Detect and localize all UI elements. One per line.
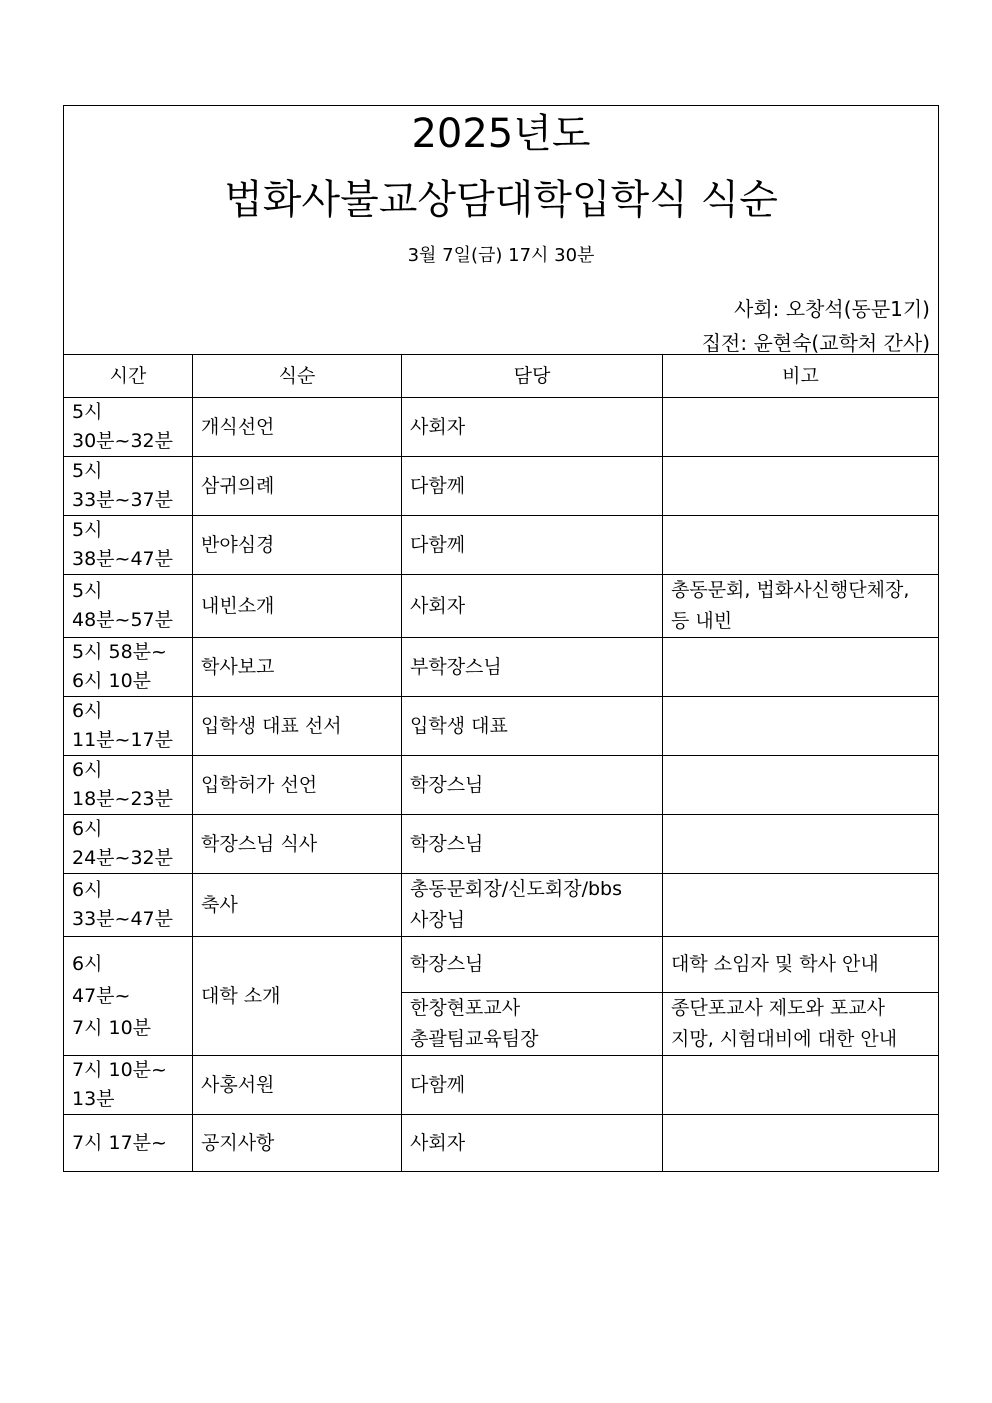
item-cell: 입학생 대표 선서 [193,697,402,756]
time-cell-line: 6시 [72,759,103,781]
time-cell-line: 5시 58분~ [72,641,167,663]
person-cell-line: 학장스님 [410,953,484,975]
note-cell [663,575,939,638]
note-cell-line: 등 내빈 [671,610,733,632]
person-cell [402,457,663,516]
time-cell [64,398,193,457]
time-cell-line: 7시 10분~ [72,1059,167,1081]
table-row [64,1115,939,1172]
note-cell-line: 종단포교사 제도와 포교사 [671,997,885,1019]
time-cell-line: 5시 [72,580,103,602]
time-cell-line: 38분~47분 [72,548,173,570]
ceremony-date: 3월 7일(금) 17시 30분 [407,245,595,266]
note-cell [663,937,939,993]
time-cell-line: 13분 [72,1088,115,1110]
table-row-intro [64,937,939,993]
time-cell-line: 6시 [72,953,103,975]
time-cell-line: 47분~ [72,985,131,1007]
person-cell [402,874,663,937]
presider-info: 집전: 윤현숙(교학처 간사) [701,331,930,355]
column-header-row [64,355,939,398]
person-cell-line: 사회자 [410,1131,466,1154]
time-cell-line: 18분~23분 [72,788,173,810]
note-cell-line: 총동문회, 법화사신행단체장, [671,579,910,601]
note-cell [663,874,939,937]
note-cell [663,815,939,874]
item-cell: 축사 [193,874,402,937]
person-cell [402,697,663,756]
time-cell-line: 6시 [72,700,103,722]
table-row [64,815,939,874]
note-cell [663,756,939,815]
table-row [64,516,939,575]
time-cell [64,516,193,575]
document-page [63,105,938,1172]
time-cell-line: 5시 [72,519,103,541]
time-cell [64,697,193,756]
item-cell: 반야심경 [193,516,402,575]
time-cell [64,457,193,516]
note-cell [663,516,939,575]
table-row [64,1056,939,1115]
time-cell-line: 33분~37분 [72,489,173,511]
person-cell [402,1115,663,1172]
time-cell-line: 6시 [72,879,103,901]
time-cell [64,575,193,638]
staff-info [702,292,930,360]
person-cell [402,575,663,638]
table-row [64,398,939,457]
header-row [64,106,939,355]
mc-info: 사회: 오창석(동문1기) [734,297,930,321]
person-cell [402,756,663,815]
note-cell [663,638,939,697]
note-cell-line: 지망, 시험대비에 대한 안내 [671,1028,898,1050]
table-row [64,638,939,697]
item-cell: 학사보고 [193,638,402,697]
person-cell-line: 다함께 [410,533,466,556]
item-cell: 개식선언 [193,398,402,457]
year-title: 2025년도 [411,111,591,157]
column-header-person: 담당 [402,355,663,398]
table-row [64,874,939,937]
note-cell [663,457,939,516]
table-row [64,697,939,756]
main-title: 법화사불교상담대학입학식 식순 [224,177,778,223]
person-cell [402,993,663,1056]
time-cell [64,1115,193,1172]
person-cell [402,398,663,457]
time-cell [64,874,193,937]
person-cell [402,638,663,697]
note-cell [663,1115,939,1172]
person-cell-line: 입학생 대표 [410,714,508,737]
note-cell [663,993,939,1056]
table-row [64,756,939,815]
item-cell: 대학 소개 [193,937,402,1056]
column-header-item: 식순 [193,355,402,398]
person-cell-line: 총괄팀교육팀장 [410,1028,539,1050]
time-cell [64,815,193,874]
header-cell [64,106,939,355]
person-cell-line: 다함께 [410,1073,466,1096]
time-cell-line: 30분~32분 [72,430,173,452]
time-cell-line: 7시 17분~ [72,1131,167,1154]
time-cell-line: 5시 [72,460,103,482]
time-cell-line: 6시 [72,818,103,840]
person-cell-line: 총동문회장/신도회장/bbs [410,878,623,900]
time-cell-line: 6시 10분 [72,670,152,692]
time-cell-line: 24분~32분 [72,847,173,869]
person-cell-line: 사회자 [410,415,466,438]
time-cell-line: 48분~57분 [72,609,173,631]
item-cell: 공지사항 [193,1115,402,1172]
column-header-time: 시간 [64,355,193,398]
item-cell: 사홍서원 [193,1056,402,1115]
person-cell-line: 사장님 [410,909,466,931]
note-cell [663,697,939,756]
person-cell [402,815,663,874]
item-cell: 삼귀의례 [193,457,402,516]
program-rows [64,398,939,1172]
note-cell [663,398,939,457]
time-cell [64,638,193,697]
time-cell-line: 5시 [72,401,103,423]
time-cell-line: 7시 10분 [72,1017,152,1039]
time-cell [64,937,193,1056]
item-cell: 학장스님 식사 [193,815,402,874]
person-cell-line: 사회자 [410,594,466,617]
person-cell [402,937,663,993]
person-cell-line: 학장스님 [410,832,484,855]
person-cell [402,516,663,575]
time-cell-line: 33분~47분 [72,908,173,930]
time-cell [64,1056,193,1115]
note-cell [663,1056,939,1115]
column-header-note: 비고 [663,355,939,398]
person-cell [402,1056,663,1115]
table-row [64,457,939,516]
person-cell-line: 부학장스님 [410,655,502,678]
item-cell: 입학허가 선언 [193,756,402,815]
table-row [64,575,939,638]
person-cell-line: 한창현포교사 [410,997,521,1019]
time-cell [64,756,193,815]
ceremony-program-table [63,105,939,1172]
item-cell: 내빈소개 [193,575,402,638]
note-cell-line: 대학 소임자 및 학사 안내 [671,953,879,975]
person-cell-line: 학장스님 [410,773,484,796]
time-cell-line: 11분~17분 [72,729,173,751]
person-cell-line: 다함께 [410,474,466,497]
